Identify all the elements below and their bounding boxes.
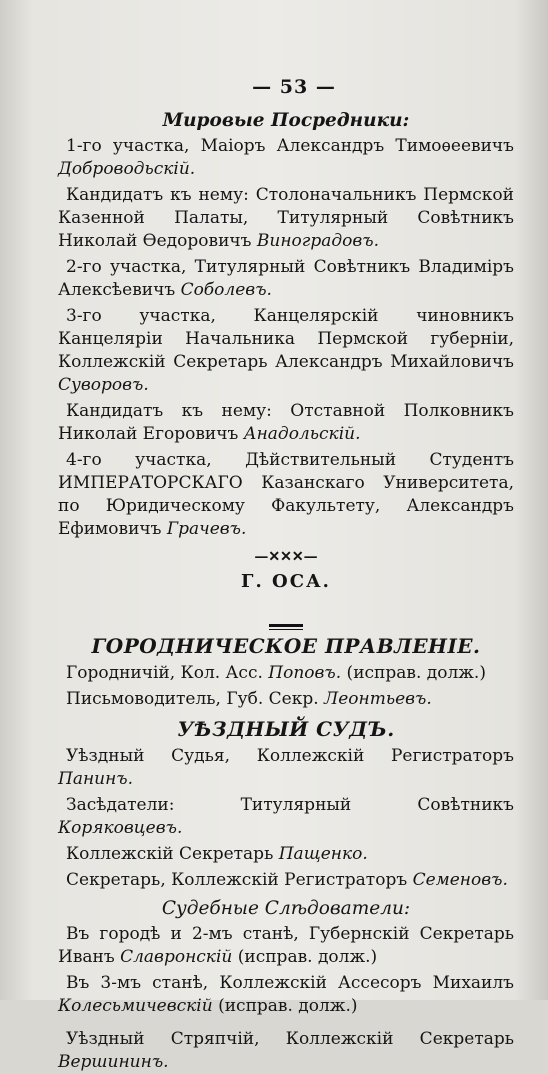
person-surname: Грачевъ. [166, 519, 247, 539]
section-heading-gorodnicheskoe: ГОРОДНИЧЕСКОЕ ПРАВЛЕНІЕ. [91, 634, 481, 658]
entry-text: Письмоводитель, Губ. Секр. [66, 689, 325, 709]
entry-paragraph [58, 923, 514, 969]
section-heading-mirovye-posredniki: Мировые Посредники: [162, 110, 410, 131]
section-uezdny-sud [58, 745, 514, 892]
entry-text: Коллежскій Секретарь [66, 844, 279, 864]
entry-paragraph [58, 256, 514, 302]
entry-paragraph [58, 135, 514, 181]
person-surname: Леонтьевъ. [324, 689, 432, 709]
ornament-divider: —✕✕✕— [254, 549, 318, 565]
entry-paragraph [58, 869, 514, 892]
person-surname: Колесьмичевскій [58, 996, 213, 1016]
entry-paragraph [58, 1028, 514, 1074]
person-surname: Пащенко. [278, 844, 368, 864]
entry-paragraph [58, 843, 514, 866]
person-surname: Вершининъ. [58, 1052, 169, 1072]
entry-text: 3-го участка, Канцелярскій чиновникъ Канцеляріи Начальника Пермской губерніи, Коллежскій Секретарь Александръ Михайловичъ [58, 306, 514, 372]
person-surname: Доброводьскій. [58, 159, 196, 179]
section-heading-uezdny-sud: УѢЗДНЫЙ СУДЪ. [177, 717, 395, 741]
double-rule [269, 624, 303, 630]
entry-text: 1-го участка, Маіоръ Александръ Тимоѳеевичъ [66, 136, 514, 156]
entry-paragraph [58, 400, 514, 446]
entry-text: Въ городѣ и 2-мъ станѣ, Губернскій Секретарь Иванъ [58, 924, 514, 967]
entry-paragraph [58, 972, 514, 1018]
section-mirovye-posredniki [58, 135, 514, 541]
entry-paragraph [58, 662, 514, 685]
person-surname: Анадольскій. [243, 424, 361, 444]
entry-text: Уѣздный Стряпчій, Коллежскій Секретарь [66, 1029, 514, 1049]
person-surname: Панинъ. [58, 769, 134, 789]
entry-text: 2-го участка, Титулярный Совѣтникъ Владиміръ Алексѣевичъ [58, 257, 514, 300]
city-heading: Г. ОСА. [241, 571, 331, 592]
person-surname: Семеновъ. [412, 870, 508, 890]
person-surname: Славронскій [120, 947, 233, 967]
entry-text: Кандидатъ къ нему: Отставной Полковникъ Николай Егоровичъ [58, 401, 514, 444]
entry-paragraph [58, 688, 514, 711]
entry-note: (исправ. долж.) [341, 663, 486, 683]
entry-text: Уѣздный Судья, Коллежскій Регистраторъ [66, 746, 514, 766]
entry-text: Секретарь, Коллежскій Регистраторъ [66, 870, 413, 890]
entry-note: (исправ. долж.) [212, 996, 358, 1016]
person-surname: Соболевъ. [180, 280, 272, 300]
entry-text: Кандидатъ къ нему: Столоначальникъ Пермской Казенной Палаты, Титулярный Совѣтникъ Николай Ѳедоровичъ [58, 185, 514, 251]
section-sudebnye [58, 923, 514, 1018]
entry-text: Засѣдатели: Титулярный Совѣтникъ [66, 795, 514, 815]
entry-paragraph [58, 794, 514, 840]
section-gorodnicheskoe [58, 662, 514, 711]
entry-paragraph [58, 184, 514, 253]
entry-paragraph [58, 449, 514, 541]
person-surname: Виноградовъ. [256, 231, 379, 251]
section-stryapchiy [58, 1028, 514, 1074]
person-surname: Коряковцевъ. [58, 818, 183, 838]
person-surname: Поповъ. [268, 663, 342, 683]
section-heading-sudebnye: Судебные Слѣдователи: [161, 898, 411, 919]
entry-text: Въ 3-мъ станѣ, Коллежскій Ассесоръ Михаилъ [66, 973, 514, 993]
page-number: — 53 — [252, 76, 336, 98]
person-surname: Суворовъ. [58, 375, 149, 395]
entry-note: (исправ. долж.) [232, 947, 378, 967]
entry-paragraph [58, 745, 514, 791]
entry-paragraph [58, 305, 514, 397]
entry-text: 4-го участка, Дѣйствительный Студентъ ИМПЕРАТОРСКАГО Казанскаго Университета, по Юридическому Факультету, Александръ Ефимовичъ [58, 450, 514, 539]
entry-text: Городничій, Кол. Асс. [66, 663, 269, 683]
